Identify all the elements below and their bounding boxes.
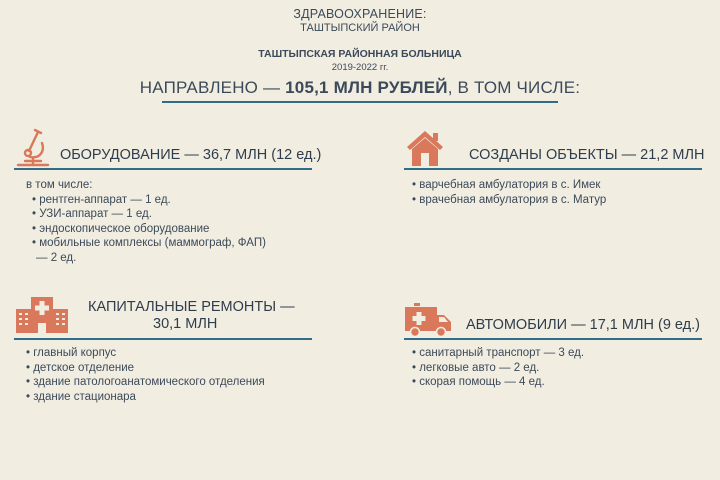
total-prefix: НАПРАВЛЕНО — [139, 78, 286, 97]
repairs-underline [14, 338, 312, 340]
ambulance-icon [403, 303, 453, 337]
cars-item-ambulance: • скорая помощь — 4 ед. [412, 376, 545, 388]
equipment-title: ОБОРУДОВАНИЕ — 36,7 МЛН (12 ед.) [60, 147, 322, 163]
repairs-title-line2: 30,1 МЛН [153, 316, 218, 332]
house-icon [405, 128, 445, 168]
repairs-item-pathology: • здание патологоанатомического отделения [26, 376, 265, 388]
objects-title: СОЗДАНЫ ОБЪЕКТЫ — 21,2 МЛН [469, 147, 705, 163]
total-suffix: , В ТОМ ЧИСЛЕ: [447, 78, 581, 97]
total-underline [162, 101, 558, 103]
repairs-list [26, 346, 265, 404]
hospital-name: ТАШТЫПСКАЯ РАЙОННАЯ БОЛЬНИЦА [258, 48, 462, 60]
objects-list [412, 178, 606, 207]
hospital-building-icon [16, 297, 68, 333]
repairs-title-line1: КАПИТАЛЬНЫЕ РЕМОНТЫ — [88, 299, 295, 315]
years: 2019-2022 гг. [331, 62, 389, 73]
total-funding [0, 78, 720, 98]
objects-item-imek: • варчебная амбулатория в с. Имек [412, 179, 601, 191]
equipment-intro: в том числе: [26, 179, 93, 191]
total-amount: 105,1 МЛН РУБЛЕЙ [285, 78, 448, 97]
cars-underline [404, 338, 702, 340]
cars-list [412, 346, 584, 390]
equipment-list [26, 178, 266, 265]
repairs-item-main: • главный корпус [26, 347, 117, 359]
header-title: ЗДРАВООХРАНЕНИЕ: [293, 7, 427, 21]
cars-title: АВТОМОБИЛИ — 17,1 МЛН (9 ед.) [466, 317, 700, 333]
cars-item-sanitary: • санитарный транспорт — 3 ед. [412, 347, 585, 359]
cars-item-passenger: • легковые авто — 2 ед. [412, 361, 540, 374]
microscope-icon [14, 126, 60, 168]
equipment-item-mobile: • мобильные комплексы (маммограф, ФАП) [32, 237, 266, 249]
equipment-underline [14, 168, 312, 170]
equipment-item-endoscopy: • эндоскопическое оборудование [32, 222, 210, 235]
equipment-item-xray: • рентген-аппарат — 1 ед. [32, 193, 171, 206]
equipment-item-ultrasound: • УЗИ-аппарат — 1 ед. [32, 208, 152, 220]
repairs-item-hospital: • здание стационара [26, 390, 136, 403]
repairs-item-children: • детское отделение [26, 361, 135, 374]
header-region: ТАШТЫПСКИЙ РАЙОН [300, 22, 420, 34]
equipment-item-mobile-count: — 2 ед. [36, 251, 77, 264]
objects-item-matur: • врачебная амбулатория в с. Матур [412, 193, 607, 206]
objects-underline [404, 168, 702, 170]
